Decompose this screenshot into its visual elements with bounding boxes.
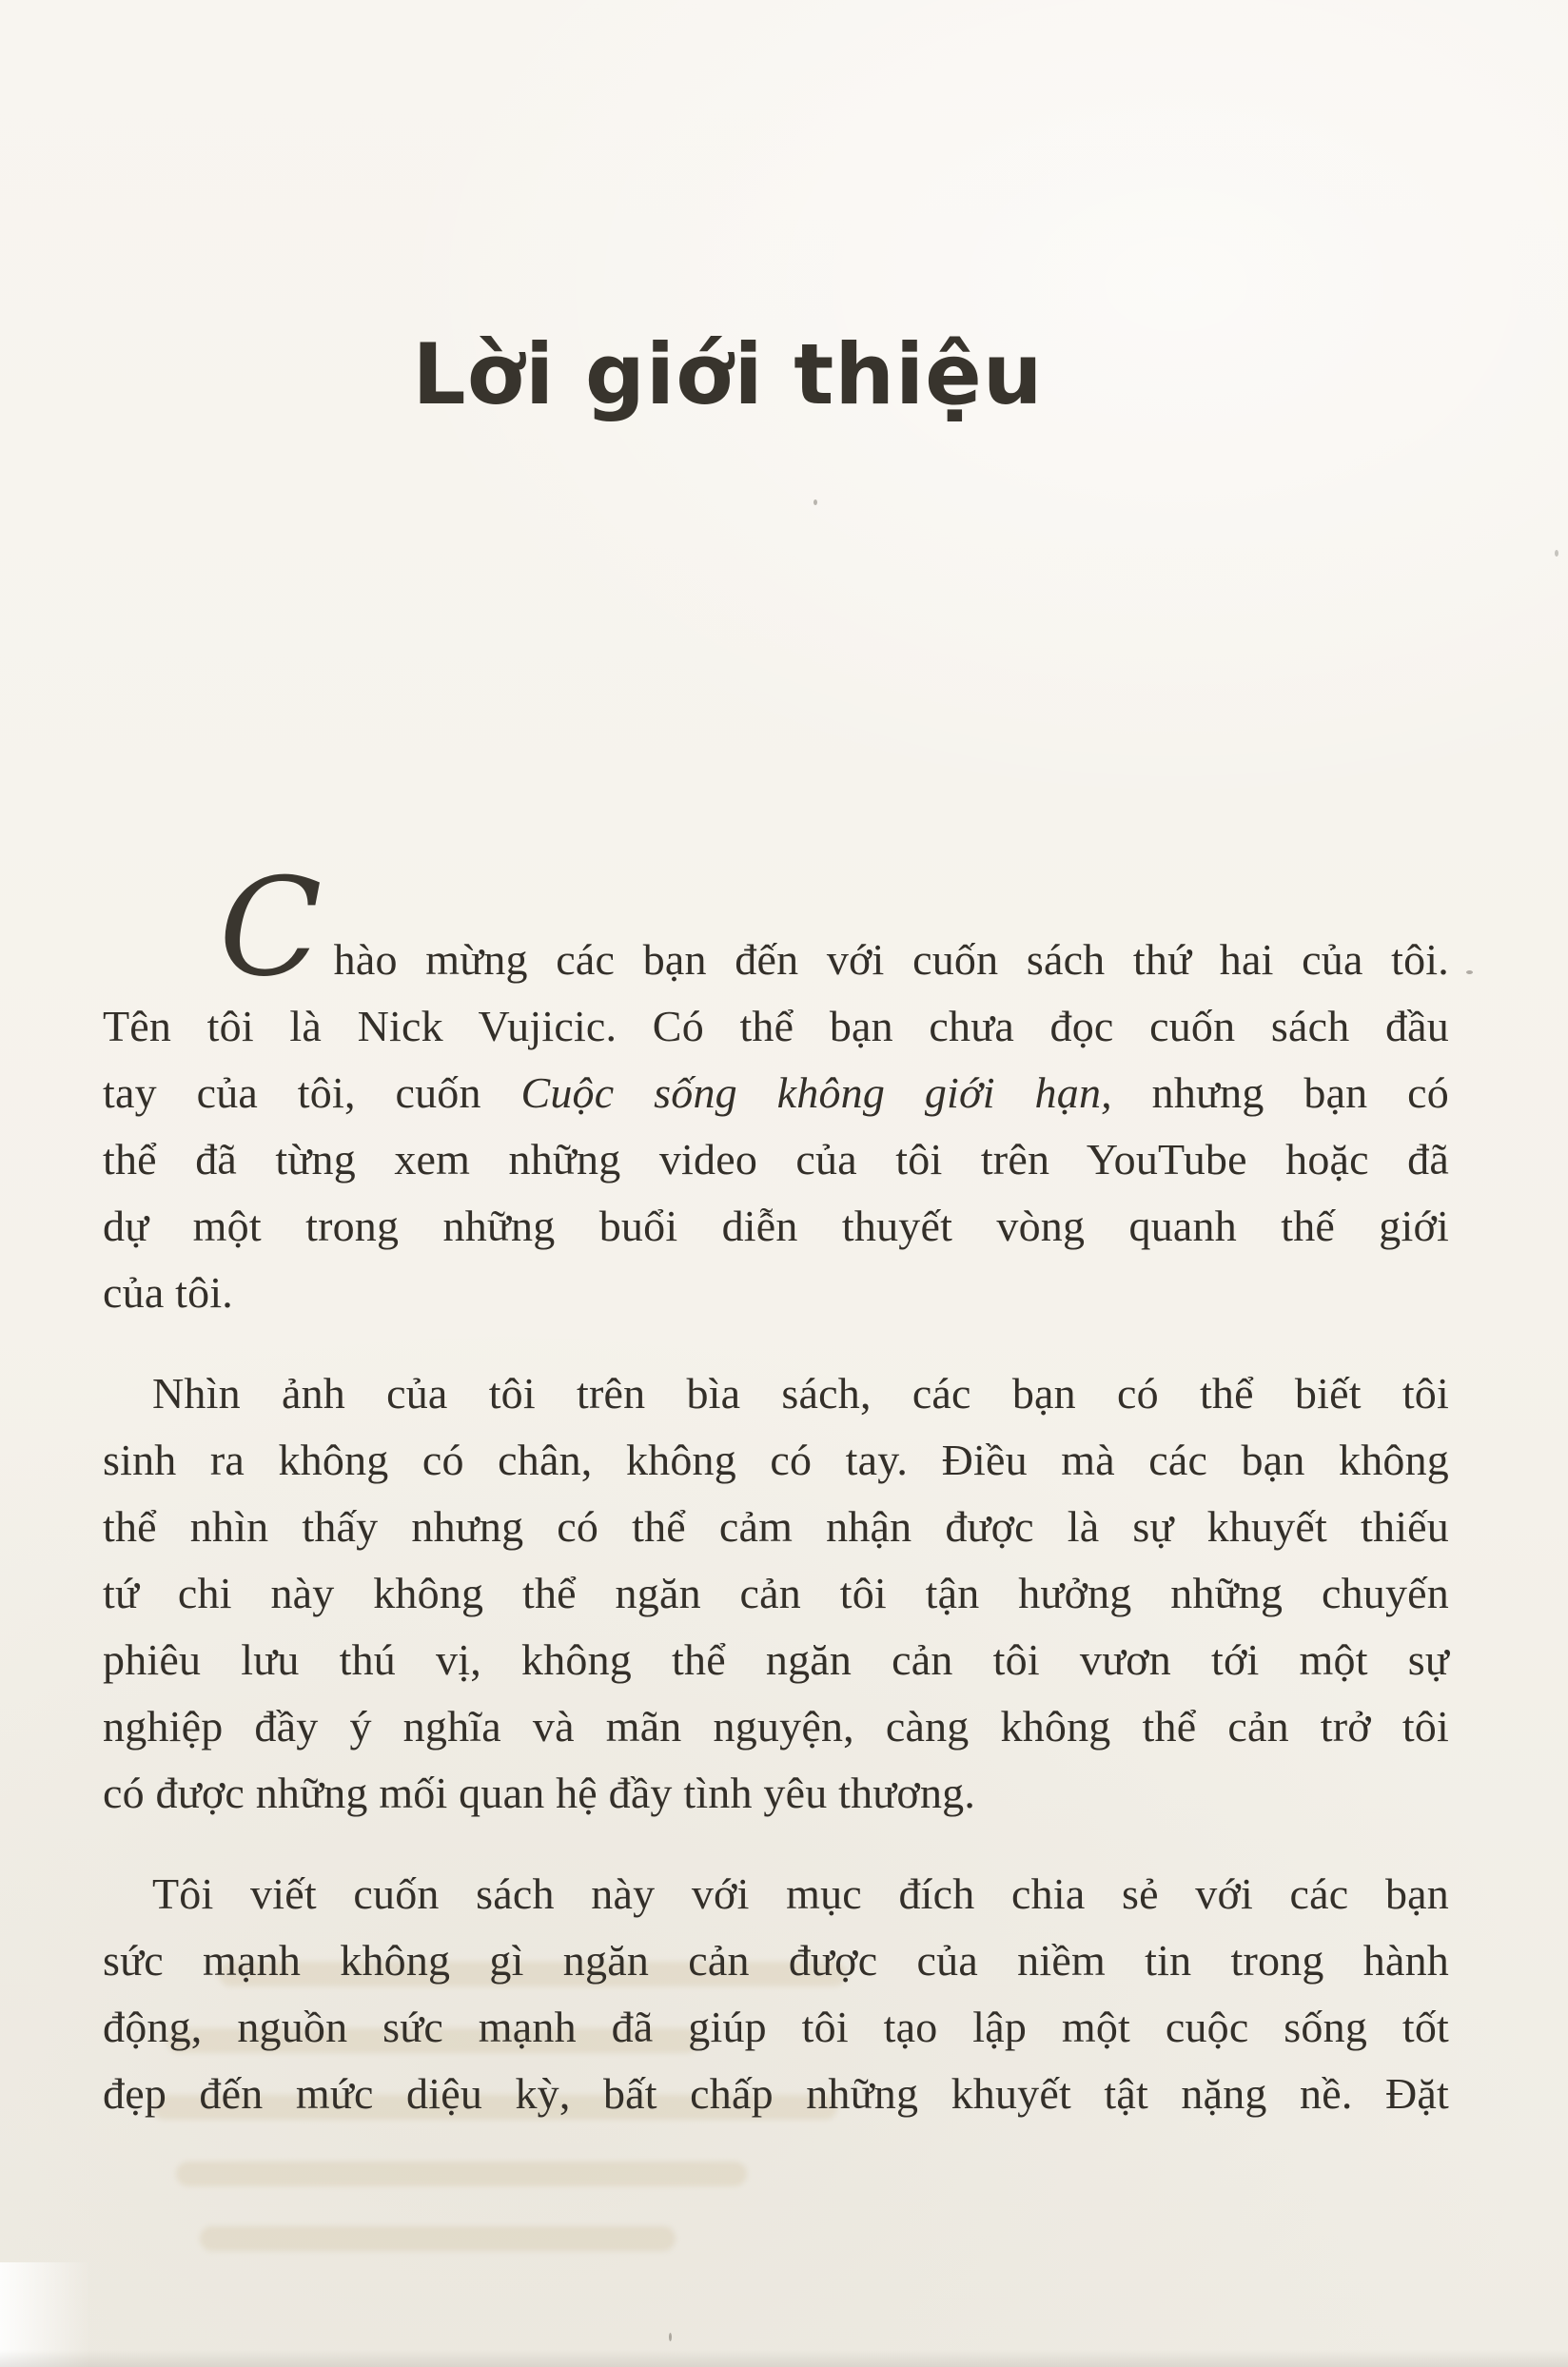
text-segment: có được những mối quan hệ đầy tình yêu thương. <box>103 1769 976 1817</box>
text-segment: thể đã từng xem những video của tôi trên YouTube hoặc đã <box>103 1135 1449 1184</box>
text-line <box>103 1693 1449 1760</box>
text-segment: Nhìn ảnh của tôi trên bìa sách, các bạn có thể biết tôi <box>152 1369 1449 1418</box>
text-line <box>103 1861 1449 1927</box>
text-segment: Tôi viết cuốn sách này với mục đích chia sẻ với các bạn <box>152 1869 1449 1918</box>
text-line <box>103 1560 1449 1627</box>
bleed-through-ghost <box>176 2162 747 2186</box>
text-segment: tứ chi này không thể ngăn cản tôi tận hưởng những chuyến <box>103 1569 1449 1617</box>
text-line <box>103 1760 1449 1827</box>
text-line <box>103 2061 1449 2127</box>
text-line <box>103 993 1449 1060</box>
scan-speck <box>1466 970 1473 974</box>
text-segment: thể nhìn thấy nhưng có thể cảm nhận được là sự khuyết thiếu <box>103 1502 1449 1551</box>
bleed-through-ghost <box>200 2226 676 2251</box>
text-segment: phiêu lưu thú vị, không thể ngăn cản tôi vươn tới một sự <box>103 1635 1449 1684</box>
text-line <box>103 1994 1449 2061</box>
drop-cap-letter: C <box>219 850 323 1007</box>
text-line <box>103 1627 1449 1693</box>
italic-book-title: Cuộc sống không giới hạn, <box>520 1068 1112 1117</box>
text-segment: tay của tôi, cuốn <box>103 1068 521 1117</box>
paragraph <box>103 850 1449 1326</box>
text-segment: của tôi. <box>103 1268 233 1317</box>
paragraph <box>103 1861 1449 2127</box>
text-line <box>103 1360 1449 1427</box>
body-text <box>103 850 1449 2127</box>
page-title: Lời giới thiệu <box>412 324 1044 423</box>
text-segment: sinh ra không có chân, không có tay. Điều mà các bạn không <box>103 1436 1449 1484</box>
text-line <box>103 850 1449 1007</box>
text-line <box>103 1927 1449 1994</box>
text-line <box>103 1260 1449 1326</box>
text-segment: nghiệp đầy ý nghĩa và mãn nguyện, càng không thể cản trở tôi <box>103 1702 1449 1751</box>
text-line <box>103 1060 1449 1126</box>
text-segment: đẹp đến mức diệu kỳ, bất chấp những khuyết tật nặng nề. Đặt <box>103 2069 1449 2118</box>
paragraph <box>103 1360 1449 1827</box>
text-segment: động, nguồn sức mạnh đã giúp tôi tạo lập một cuộc sống tốt <box>103 2003 1449 2051</box>
scan-speck <box>669 2333 672 2341</box>
text-line <box>103 1427 1449 1494</box>
text-segment: sức mạnh không gì ngăn cản được của niềm tin trong hành <box>103 1936 1449 1985</box>
scan-speck <box>813 499 817 505</box>
text-segment: dự một trong những buổi diễn thuyết vòng quanh thế giới <box>103 1202 1449 1250</box>
text-segment: hào mừng các bạn đến với cuốn sách thứ hai của tôi. <box>333 935 1449 984</box>
text-line <box>103 1494 1449 1560</box>
text-line <box>103 1126 1449 1193</box>
scan-speck <box>1555 550 1558 557</box>
text-segment: Tên tôi là Nick Vujicic. Có thể bạn chưa đọc cuốn sách đầu <box>103 1002 1449 1050</box>
text-segment: nhưng bạn có <box>1111 1068 1449 1117</box>
page-bottom-shadow <box>0 2350 1568 2367</box>
text-line <box>103 1193 1449 1260</box>
